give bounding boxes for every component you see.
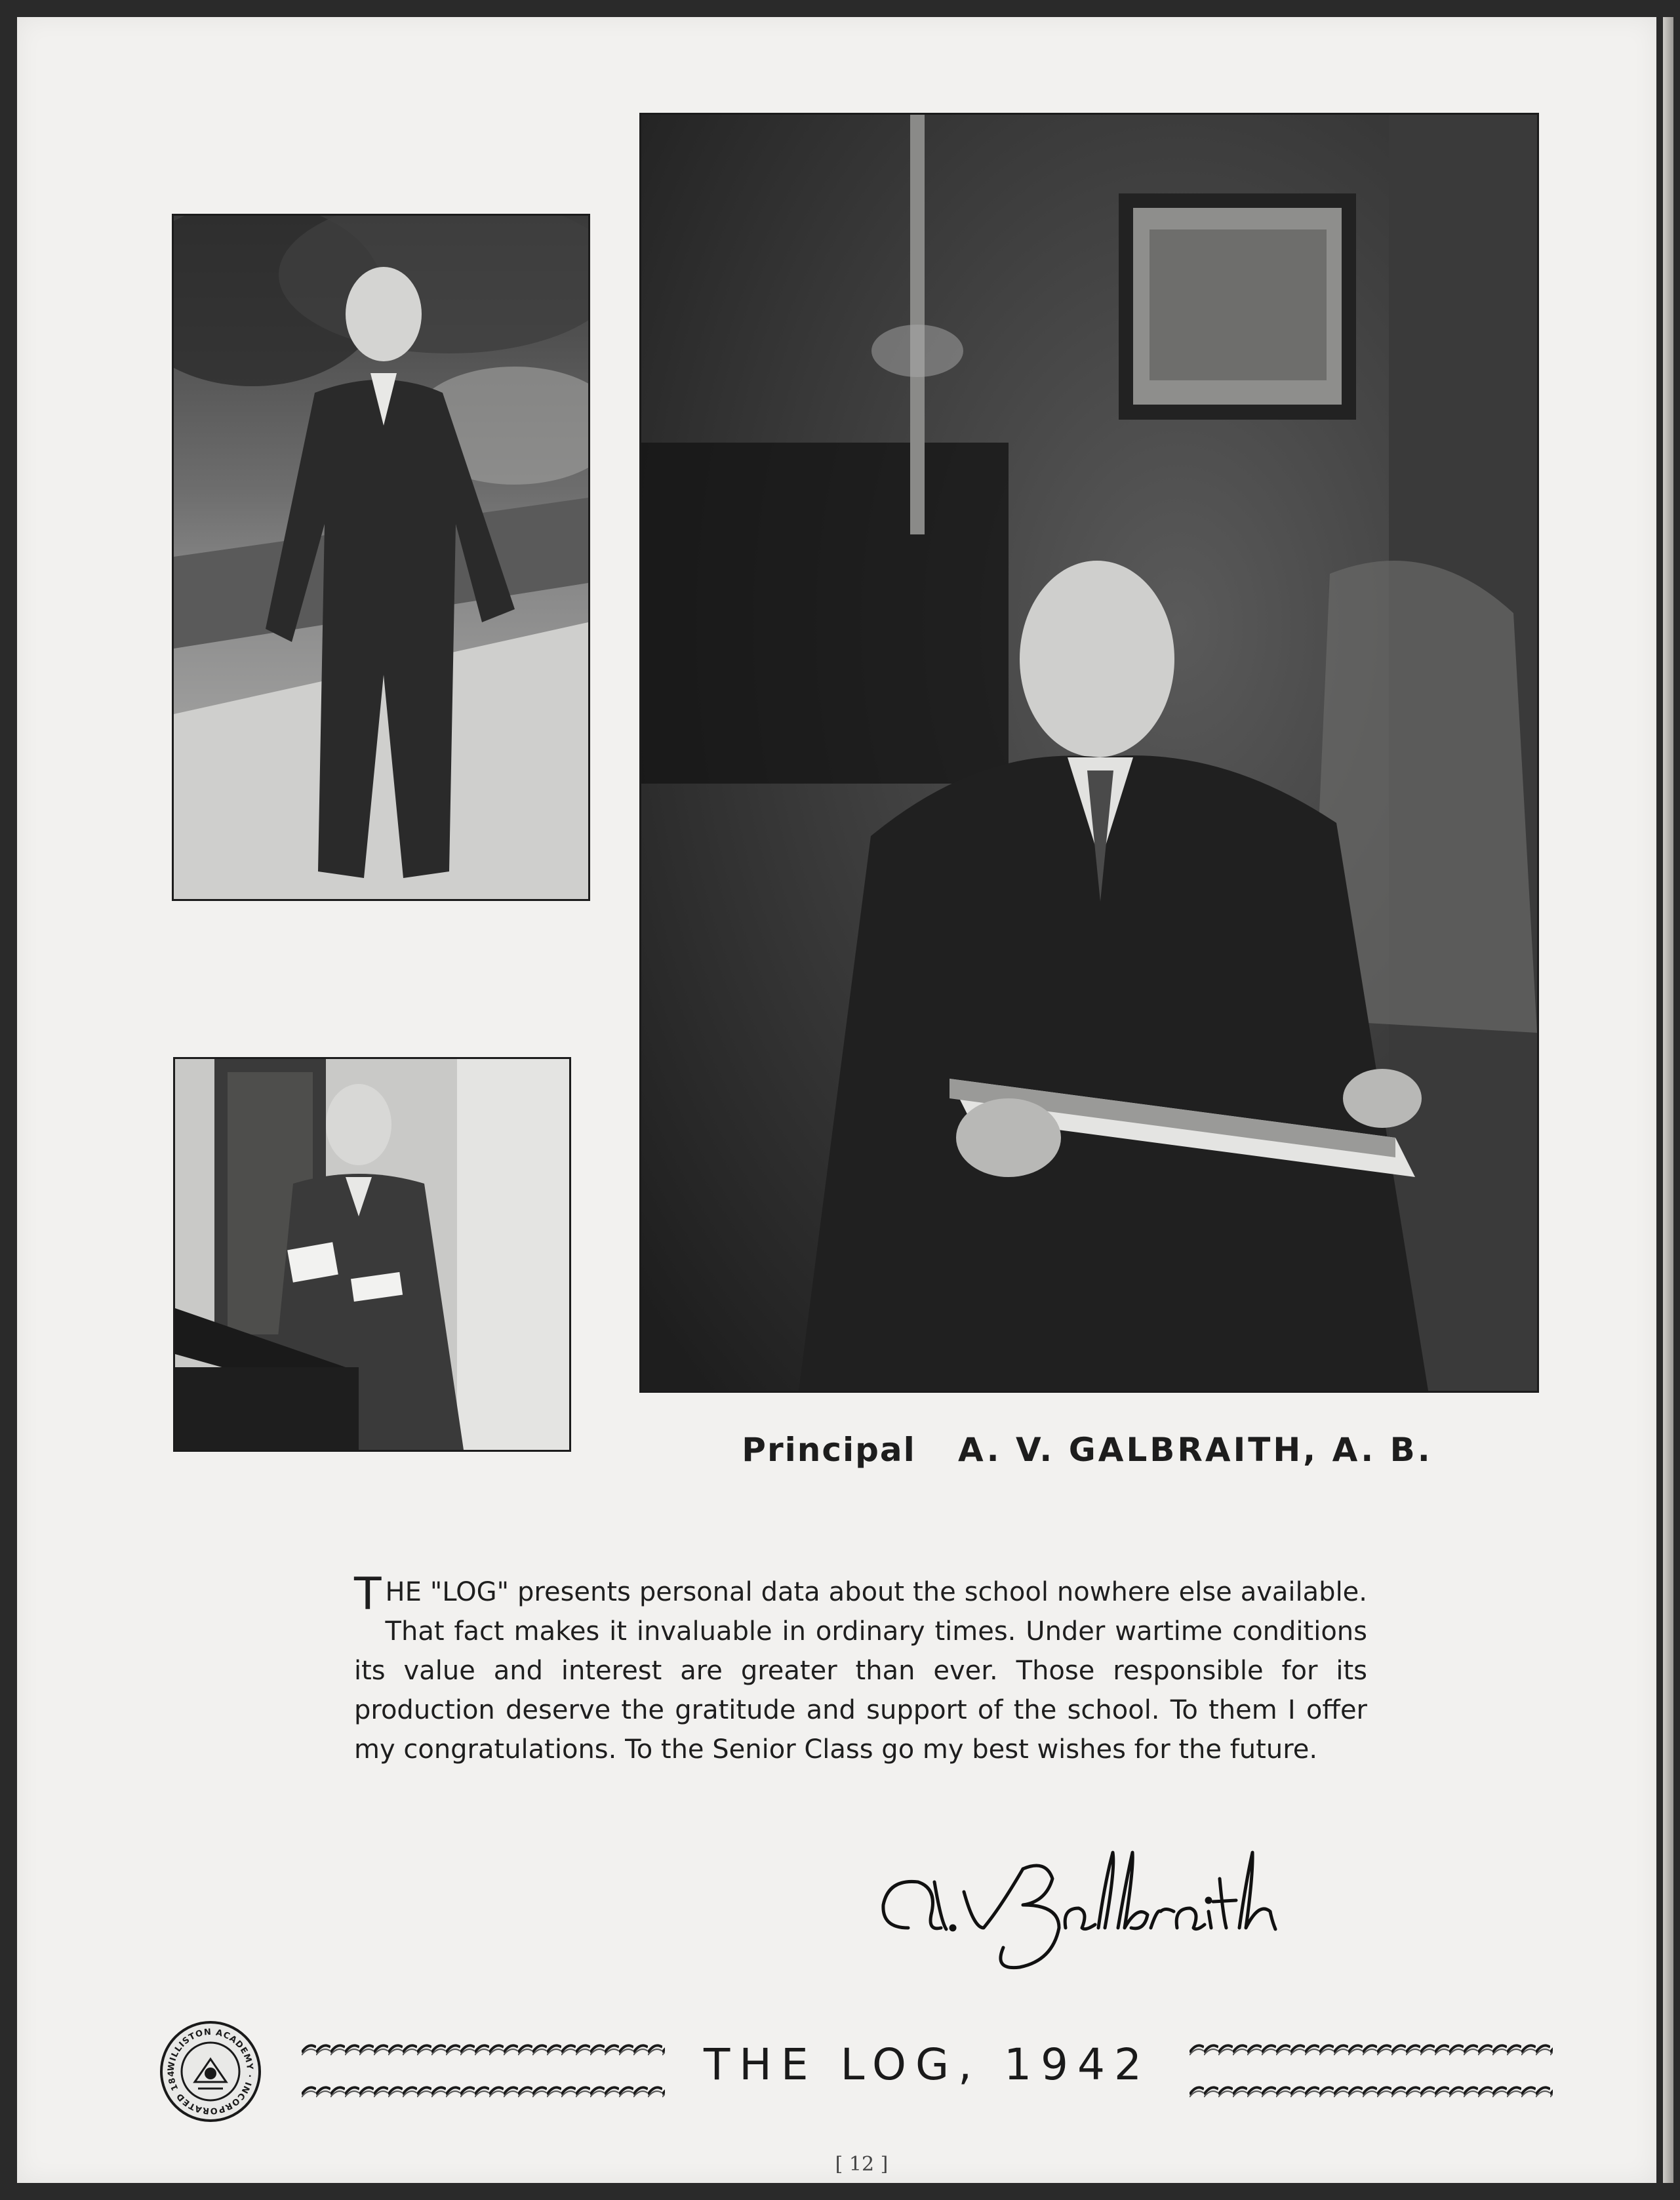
photo-principal-portrait xyxy=(639,113,1539,1393)
caption-name: A. V. GALBRAITH, A. B. xyxy=(958,1431,1433,1469)
principal-signature xyxy=(869,1830,1289,1987)
letter-body: HE "LOG" presents personal data about the school nowhere else available. That fact makes it invaluable in ordinary times. Under wartime conditions its value and interest are greater than ever. Those responsible for its production deserve the gratitude and support of the school. To them I offer my congratulations. To the Senior Class go my best wishes for the future. xyxy=(354,1577,1367,1765)
rope-ornament xyxy=(302,2042,665,2056)
caption-lead: Principal xyxy=(742,1431,916,1469)
page-number: [ 12 ] xyxy=(835,2153,889,2176)
principal-letter xyxy=(354,1569,1367,1769)
rope-ornament xyxy=(1190,2084,1553,2098)
photo-principal-walking xyxy=(172,214,590,901)
photo-principal-lectern xyxy=(173,1057,571,1452)
letter-dropcap: T xyxy=(354,1569,382,1620)
page-edge xyxy=(1663,17,1673,2183)
svg-text:WILLISTON ACADEMY · INCORPORAT: WILLISTON ACADEMY · INCORPORATED 184 xyxy=(166,2027,255,2116)
rope-ornament xyxy=(1190,2042,1553,2056)
rope-ornament xyxy=(302,2084,665,2098)
footer-title: THE LOG, 1942 xyxy=(703,2039,1151,2090)
academy-seal xyxy=(159,2020,262,2123)
photo-caption xyxy=(639,1431,1535,1469)
